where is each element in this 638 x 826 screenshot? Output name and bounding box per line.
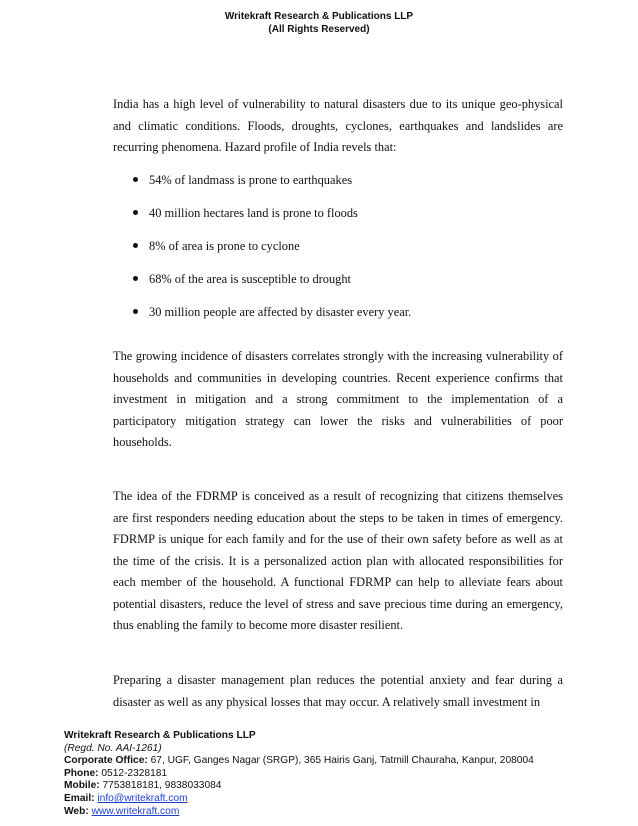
- vulnerability-paragraph: The growing incidence of disasters correlates strongly with the increasing vulnerability of households and communities in developing countries. Recent experience confirms that investment in mitigation and a strong commitment to the implementation of a participatory mitigation strategy can lower the risks and vulnerabilities of poor households.: [113, 349, 563, 449]
- footer-web-line: [64, 806, 584, 819]
- footer-company-name: Writekraft Research & Publications LLP: [64, 730, 256, 741]
- page-header: [0, 10, 638, 36]
- header-company-name: Writekraft Research & Publications LLP: [224, 11, 414, 22]
- list-item-text: 68% of the area is susceptible to drought: [149, 272, 351, 286]
- bullet-icon: [133, 276, 138, 281]
- list-item: [113, 269, 563, 302]
- footer-web-label: Web:: [64, 805, 89, 817]
- email-link[interactable]: info@writekraft.com: [97, 792, 188, 804]
- list-item: [113, 203, 563, 236]
- list-item-text: 54% of landmass is prone to earthquakes: [149, 173, 353, 187]
- preparing-paragraph: Preparing a disaster management plan reduces the potential anxiety and fear during a disaster as well as any physical losses that may occur. A relatively small investment in: [113, 673, 563, 709]
- bullet-icon: [133, 210, 138, 215]
- bullet-icon: [133, 177, 138, 182]
- footer-office-label: Corporate Office:: [64, 755, 148, 767]
- website-link[interactable]: www.writekraft.com: [91, 805, 180, 817]
- footer-office-line: [64, 755, 584, 768]
- page-footer: [64, 730, 584, 818]
- footer-office-value: 67, UGF, Ganges Nagar (SRGP), 365 Hairis Ganj, Tatmill Chauraha, Kanpur, 208004: [147, 755, 534, 767]
- footer-phone-line: [64, 768, 584, 781]
- footer-email-line: [64, 793, 584, 806]
- list-item: [113, 236, 563, 269]
- list-item: [113, 170, 563, 203]
- footer-phone-value: 0512-2328181: [98, 767, 168, 779]
- bullet-icon: [133, 243, 138, 248]
- fdrmp-paragraph: The idea of the FDRMP is conceived as a result of recognizing that citizens themselves are first responders needing education about the steps to be taken in times of emergency. FDRMP is unique for each family and for the use of their own safety before as well as at the time of the crisis. It is a personalized action plan with allocated responsibilities for each member of the household. A functional FDRMP can help to alleviate fears about potential disasters, reduce the level of stress and save precious time during an emergency, thus enabling the family to become more disaster resilient.: [113, 489, 563, 632]
- list-item-text: 8% of area is prone to cyclone: [149, 239, 300, 253]
- bullet-icon: [133, 309, 138, 314]
- list-item-text: 30 million people are affected by disaster every year.: [149, 305, 412, 319]
- intro-paragraph: India has a high level of vulnerability to natural disasters due to its unique geo-physical and climatic conditions. Floods, droughts, cyclones, earthquakes and landslides are recurring phenomena. Hazard profile of India revels that:: [113, 97, 563, 154]
- header-rights-notice: (All Rights Reserved): [268, 24, 370, 35]
- footer-mobile-label: Mobile:: [64, 780, 100, 792]
- list-item-text: 40 million hectares land is prone to floods: [149, 206, 358, 220]
- hazard-list: [113, 170, 563, 335]
- footer-registration: (Regd. No. AAI-1261): [64, 742, 162, 754]
- footer-email-label: Email:: [64, 792, 95, 804]
- footer-phone-label: Phone:: [64, 767, 99, 779]
- list-item: [113, 302, 563, 335]
- footer-mobile-line: [64, 780, 584, 793]
- footer-mobile-value: 7753818181, 9838033084: [99, 780, 222, 792]
